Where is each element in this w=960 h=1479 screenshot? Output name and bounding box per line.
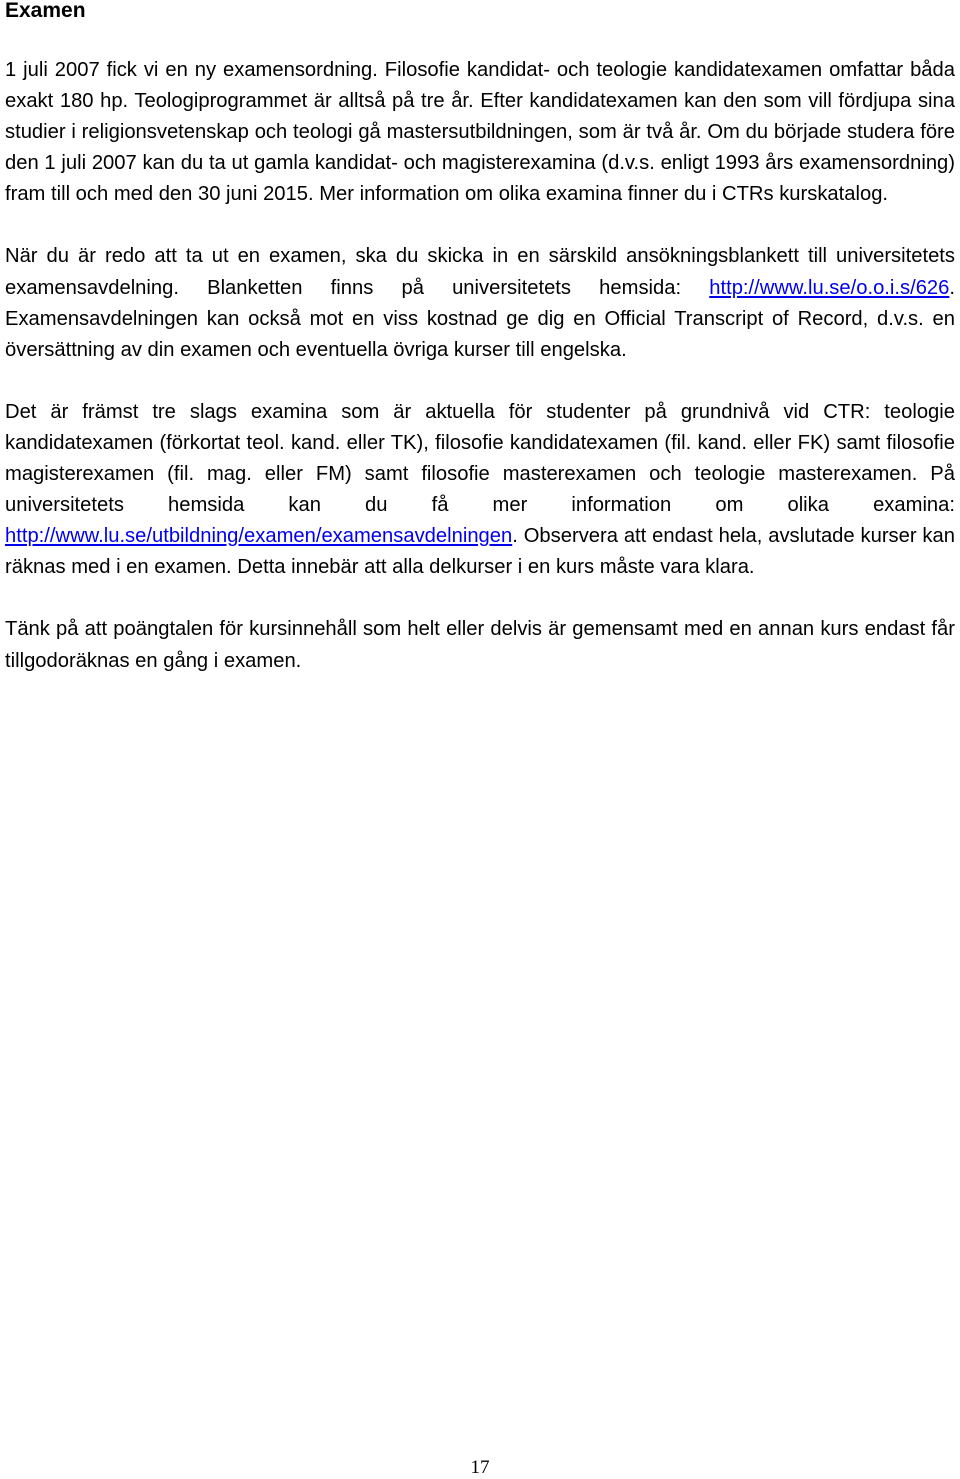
blankett-link[interactable]: http://www.lu.se/o.o.i.s/626 bbox=[709, 276, 950, 299]
paragraph-text: När du är redo att ta ut en examen, ska du skicka in en särskild ansökningsblankett till universitetets examensavdelning. Blanketten finns på universitetets hemsida: bbox=[5, 245, 955, 299]
paragraph-ansokan bbox=[5, 241, 955, 365]
examensavdelningen-link[interactable]: http://www.lu.se/utbildning/examen/examensavdelningen bbox=[5, 525, 513, 548]
section-heading: Examen bbox=[5, 0, 86, 22]
page-number: 17 bbox=[470, 1457, 490, 1478]
paragraph-examina bbox=[5, 397, 955, 584]
paragraph-examensordning: 1 juli 2007 fick vi en ny examensordning. Filosofie kandidat- och teologie kandidatexamen omfattar båda exakt 180 hp. Teologiprogrammet är alltså på tre år. Efter kandidatexamen kan den som vill fördjupa sina studier i religionsvetenskap och teologi gå mastersutbildningen, som är två år. Om du började studera före den 1 juli 2007 kan du ta ut gamla kandidat- och magisterexamina (d.v.s. enligt 1993 års examensordning) fram till och med den 30 juni 2015. Mer information om olika examina finner du i CTRs kurskatalog. bbox=[5, 59, 955, 206]
paragraph-text: Det är främst tre slags examina som är aktuella för studenter på grundnivå vid CTR: teologie kandidatexamen (förkortat teol. kand. eller TK), filosofie kandidatexamen (fil. kand. eller FK) samt filosofie magisterexamen (fil. mag. eller FM) samt filosofie masterexamen och teologie masterexamen. På universitetets hemsida kan du få mer information om olika examina: bbox=[5, 400, 955, 517]
paragraph-text: . Examensavdelningen kan också mot en viss kostnad ge dig en Official Transcript of Record, d.v.s. en översättning av din examen och eventuella övriga kurser till engelska. bbox=[5, 276, 955, 361]
document-page bbox=[5, 0, 955, 677]
paragraph-text: . Observera att endast hela, avslutade kurser kan räknas med i en examen. Detta innebär att alla delkurser i en kurs måste vara klara. bbox=[5, 525, 955, 579]
paragraph-poangtal: Tänk på att poängtalen för kursinnehåll som helt eller delvis är gemensamt med en annan kurs endast får tillgodoräknas en gång i examen. bbox=[5, 618, 955, 672]
